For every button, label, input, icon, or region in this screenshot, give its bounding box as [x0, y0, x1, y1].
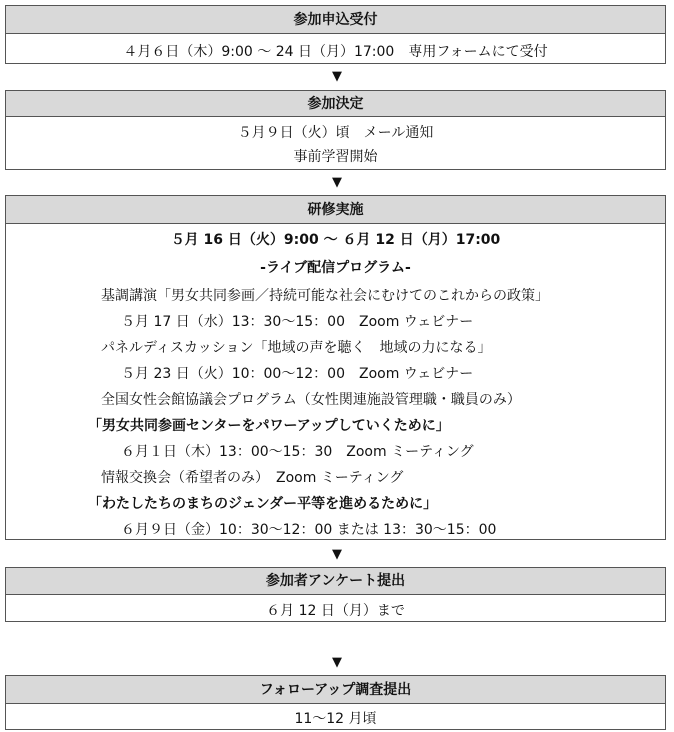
step-title: 参加者アンケート提出 — [6, 568, 665, 595]
keynote-label: 基調講演「男女共同参画／持続可能な社会にむけてのこれからの政策」 — [101, 288, 549, 304]
exchange-label: 情報交換会（希望者のみ） Zoom ミーティング — [101, 470, 404, 486]
down-arrow-icon: ▼ — [332, 69, 342, 84]
council-program-schedule: ６月１日（木）13：00～15：30 Zoom ミーティング — [121, 444, 474, 460]
council-program-title: 「男女共同参画センターをパワーアップしていくために」 — [88, 418, 450, 434]
training-period: ５月 16 日（火）9:00 ～ ６月 12 日（月）17:00 — [170, 232, 501, 248]
council-program-label: 全国女性会館協議会プログラム（女性関連施設管理職・職員のみ） — [101, 392, 521, 408]
exchange-title: 「わたしたちのまちのジェンダー平等を進めるために」 — [88, 496, 438, 512]
down-arrow-icon: ▼ — [332, 547, 342, 562]
panel-schedule: ５月 23 日（火）10：00～12：00 Zoom ウェビナー — [121, 366, 474, 382]
step-title: 研修実施 — [6, 196, 665, 224]
step-detail: 11～12 月頃 — [294, 711, 377, 727]
step-detail: 事前学習開始 — [293, 149, 378, 165]
step-followup — [5, 675, 666, 730]
step-title: フォローアップ調査提出 — [6, 676, 665, 704]
down-arrow-icon: ▼ — [332, 175, 342, 190]
step-title: 参加申込受付 — [6, 6, 665, 34]
step-detail: ６月 12 日（月）まで — [266, 603, 405, 619]
program-heading: -ライブ配信プログラム- — [260, 260, 411, 276]
step-decision — [5, 90, 666, 170]
down-arrow-icon: ▼ — [332, 655, 342, 670]
exchange-schedule: ６月９日（金）10：30～12：00 または 13：30～15：00 — [121, 522, 497, 538]
step-detail: ４月６日（木）9:00 ～ 24 日（月）17:00 専用フォームにて受付 — [123, 44, 548, 60]
step-application — [5, 5, 666, 64]
step-detail: ５月９日（火）頃 メール通知 — [237, 125, 434, 141]
step-title: 参加決定 — [6, 91, 665, 117]
step-survey — [5, 567, 666, 622]
panel-label: パネルディスカッション「地域の声を聴く 地域の力になる」 — [101, 340, 492, 356]
keynote-schedule: ５月 17 日（水）13：30～15：00 Zoom ウェビナー — [121, 314, 474, 330]
step-training — [5, 195, 666, 540]
